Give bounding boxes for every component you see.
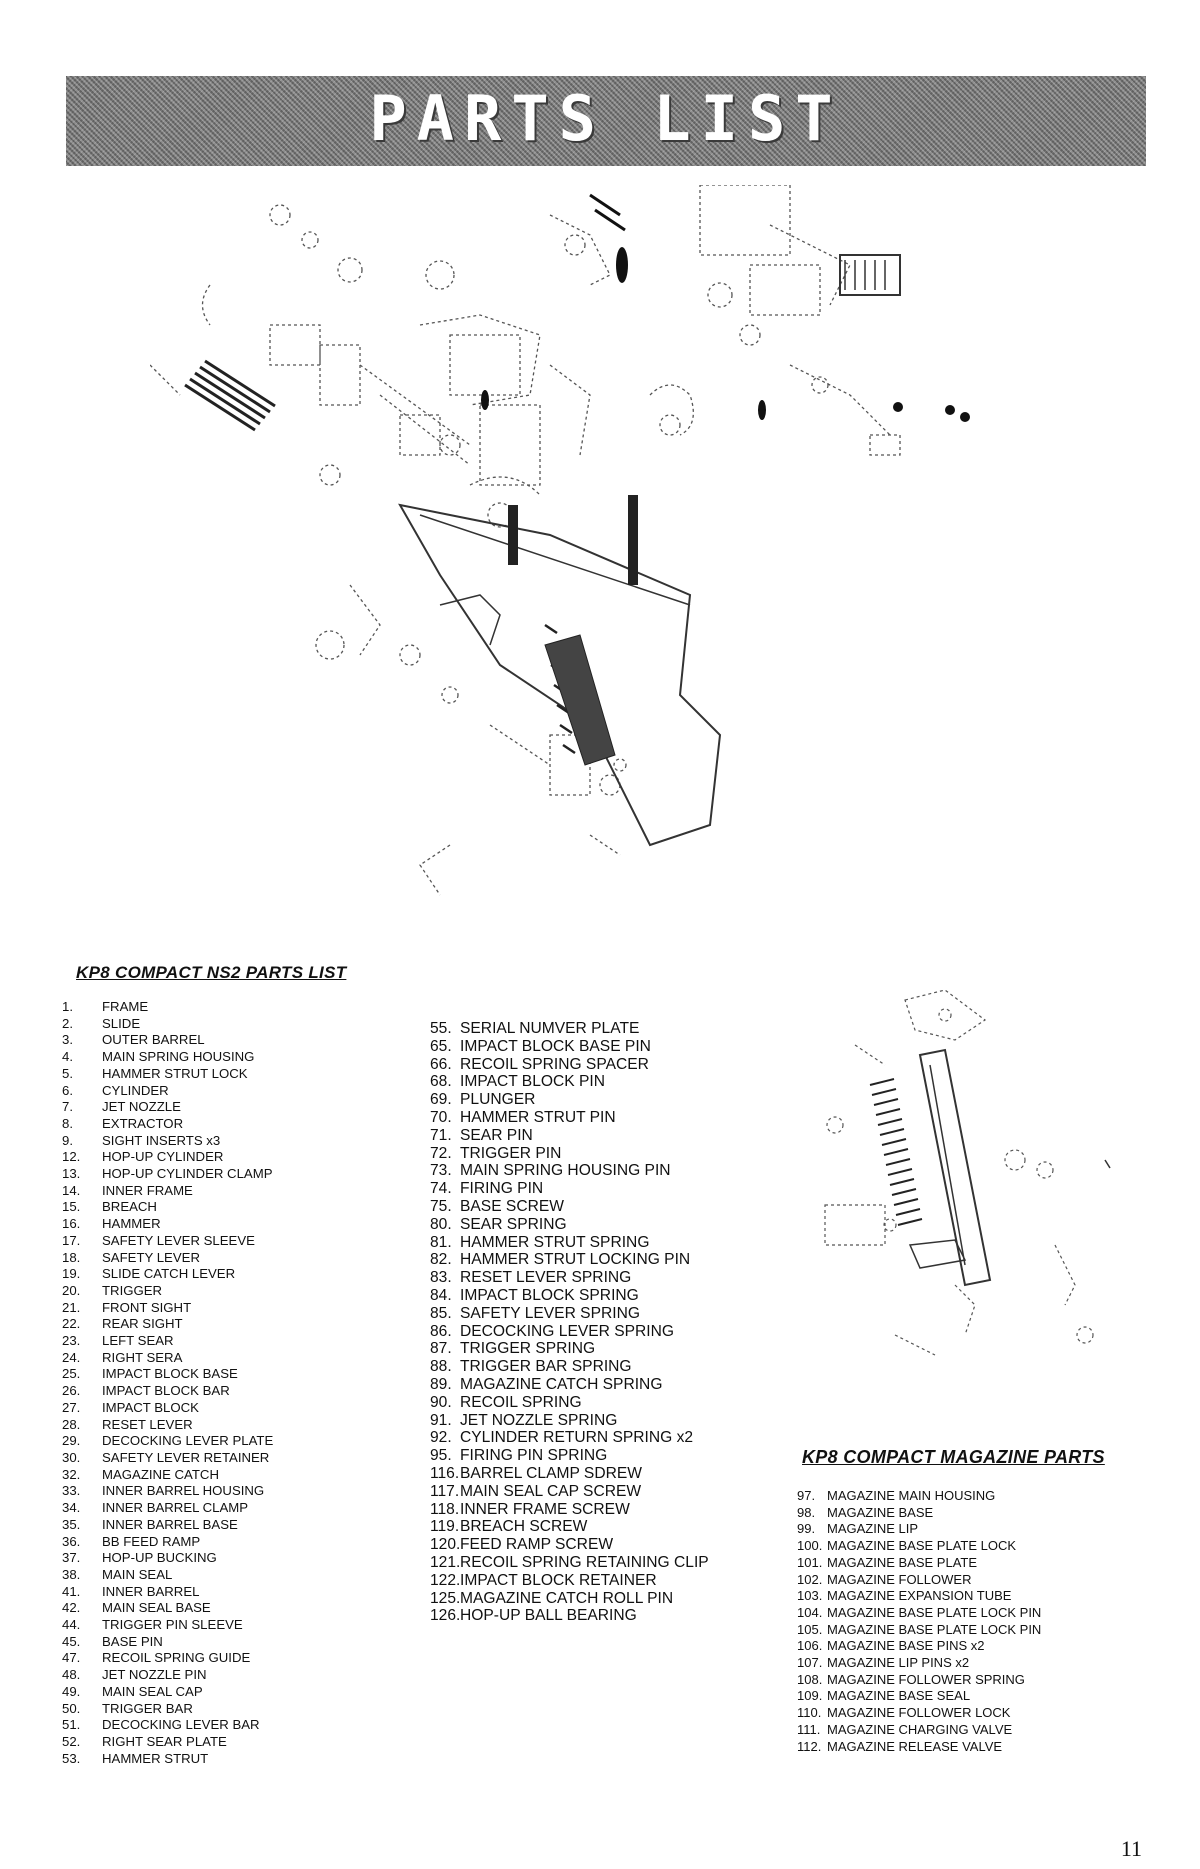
list-item: 26. IMPACT BLOCK BAR (62, 1383, 230, 1399)
list-item: 82. HAMMER STRUT LOCKING PIN (430, 1251, 691, 1269)
list-item: 48. JET NOZZLE PIN (62, 1667, 207, 1683)
list-item: 116. BARREL CLAMP SDREW (430, 1464, 642, 1482)
list-item: 72. TRIGGER PIN (430, 1144, 562, 1162)
list-item: 42. MAIN SEAL BASE (62, 1600, 211, 1616)
list-item: 13. HOP-UP CYLINDER CLAMP (62, 1166, 273, 1182)
list-item: 1. FRAME (62, 999, 149, 1014)
list-item: 81. HAMMER STRUT SPRING (430, 1233, 650, 1251)
list-item: 88. TRIGGER BAR SPRING (430, 1358, 632, 1376)
list-item: 8. EXTRACTOR (62, 1115, 184, 1131)
page-title: PARTS LIST (369, 82, 843, 155)
list-item: 109. MAGAZINE BASE SEAL (797, 1688, 971, 1704)
list-item: 118. INNER FRAME SCREW (430, 1500, 630, 1518)
list-item: 70. HAMMER STRUT PIN (430, 1108, 616, 1126)
list-item: 32. MAGAZINE CATCH (62, 1466, 219, 1482)
list-item: 101. MAGAZINE BASE PLATE (797, 1554, 978, 1570)
list-item: 102. MAGAZINE FOLLOWER (797, 1571, 972, 1587)
list-item: 49. MAIN SEAL CAP (62, 1683, 203, 1699)
list-item: 34. INNER BARREL CLAMP (62, 1500, 249, 1516)
pistol-diagram-illustration (150, 185, 1110, 945)
list-item: 122. IMPACT BLOCK RETAINER (430, 1571, 657, 1589)
list-item: 71. SEAR PIN (430, 1126, 533, 1144)
list-item: 125. MAGAZINE CATCH ROLL PIN (430, 1589, 674, 1607)
list-item: 105. MAGAZINE BASE PLATE LOCK PIN (797, 1621, 1042, 1637)
list-item: 44. TRIGGER PIN SLEEVE (62, 1617, 243, 1633)
list-item: 20. TRIGGER (62, 1282, 163, 1298)
list-item: 27. IMPACT BLOCK (62, 1399, 199, 1415)
list-item: 112. MAGAZINE RELEASE VALVE (797, 1738, 1003, 1754)
page-number: 11 (1120, 1836, 1142, 1861)
list-item: 12. HOP-UP CYLINDER (62, 1149, 224, 1165)
list-item: 21. FRONT SIGHT (62, 1299, 192, 1315)
list-item: 80. SEAR SPRING (430, 1215, 567, 1233)
list-item: 35. INNER BARREL BASE (62, 1516, 238, 1532)
list-item: 73. MAIN SPRING HOUSING PIN (430, 1162, 671, 1180)
list-item: 28. RESET LEVER (62, 1416, 193, 1432)
list-item: 24. RIGHT SERA (62, 1349, 183, 1365)
list-item: 95. FIRING PIN SPRING (430, 1447, 608, 1465)
list-item: 84. IMPACT BLOCK SPRING (430, 1286, 639, 1304)
list-item: 126. HOP-UP BALL BEARING (430, 1607, 637, 1625)
list-item: 47. RECOIL SPRING GUIDE (62, 1650, 251, 1666)
list-item: 98. MAGAZINE BASE (797, 1504, 934, 1520)
list-item: 45. BASE PIN (62, 1633, 163, 1649)
list-item: 89. MAGAZINE CATCH SPRING (430, 1375, 663, 1393)
list-item: 51. DECOCKING LEVER BAR (62, 1717, 260, 1733)
header-banner (66, 76, 1146, 166)
list-item: 121. RECOIL SPRING RETAINING CLIP (430, 1553, 709, 1571)
list-item: 53. HAMMER STRUT (62, 1750, 209, 1766)
list-item: 107. MAGAZINE LIP PINS x2 (797, 1655, 970, 1671)
list-item: 83. RESET LEVER SPRING (430, 1269, 632, 1287)
list-item: 104. MAGAZINE BASE PLATE LOCK PIN (797, 1604, 1042, 1620)
list-item: 108. MAGAZINE FOLLOWER SPRING (797, 1671, 1025, 1687)
list-item: 30. SAFETY LEVER RETAINER (62, 1449, 270, 1465)
list-item: 68. IMPACT BLOCK PIN (430, 1073, 605, 1091)
magazine-parts-list (797, 1488, 1041, 1755)
list-item: 22. REAR SIGHT (62, 1316, 183, 1332)
list-item: 97. MAGAZINE MAIN HOUSING (797, 1488, 996, 1503)
list-item: 29. DECOCKING LEVER PLATE (62, 1433, 274, 1449)
list-item: 41. INNER BARREL (62, 1583, 200, 1599)
list-item: 15. BREACH (62, 1199, 157, 1215)
list-item: 55. SERIAL NUMVER PLATE (430, 1020, 640, 1037)
list-item: 5. HAMMER STRUT LOCK (62, 1065, 248, 1081)
list-item: 18. SAFETY LEVER (62, 1249, 200, 1265)
list-item: 87. TRIGGER SPRING (430, 1340, 596, 1358)
list-item: 19. SLIDE CATCH LEVER (62, 1266, 236, 1282)
list-item: 50. TRIGGER BAR (62, 1700, 193, 1716)
exploded-pistol-diagram (150, 185, 1110, 945)
list-item: 33. INNER BARREL HOUSING (62, 1483, 265, 1499)
main-parts-list-column-2 (430, 1020, 709, 1625)
list-item: 86. DECOCKING LEVER SPRING (430, 1322, 675, 1340)
list-item: 69. PLUNGER (430, 1091, 536, 1109)
list-item: 14. INNER FRAME (62, 1182, 193, 1198)
list-item: 111. MAGAZINE CHARGING VALVE (797, 1721, 1013, 1737)
list-item: 85. SAFETY LEVER SPRING (430, 1304, 640, 1322)
list-item: 110. MAGAZINE FOLLOWER LOCK (797, 1705, 1011, 1721)
list-item: 36. BB FEED RAMP (62, 1533, 201, 1549)
list-item: 90. RECOIL SPRING (430, 1393, 582, 1411)
list-item: 91. JET NOZZLE SPRING (430, 1411, 618, 1429)
magazine-diagram-illustration (795, 985, 1120, 1405)
list-item: 6. CYLINDER (62, 1082, 169, 1098)
list-item: 38. MAIN SEAL (62, 1566, 173, 1582)
list-item: 37. HOP-UP BUCKING (62, 1550, 217, 1566)
list-item: 65. IMPACT BLOCK BASE PIN (430, 1037, 651, 1055)
main-parts-list-column-1 (62, 999, 273, 1767)
list-item: 106. MAGAZINE BASE PINS x2 (797, 1638, 985, 1654)
list-item: 66. RECOIL SPRING SPACER (430, 1055, 649, 1073)
list-item: 4. MAIN SPRING HOUSING (62, 1049, 255, 1065)
list-item: 120. FEED RAMP SCREW (430, 1536, 614, 1554)
magazine-exploded-diagram (795, 985, 1120, 1405)
list-item: 16. HAMMER (62, 1216, 161, 1232)
list-item: 7. JET NOZZLE (62, 1099, 181, 1115)
list-item: 25. IMPACT BLOCK BASE (62, 1366, 238, 1382)
list-item: 92. CYLINDER RETURN SPRING x2 (430, 1429, 694, 1447)
list-item: 75. BASE SCREW (430, 1197, 564, 1215)
list-item: 17. SAFETY LEVER SLEEVE (62, 1232, 255, 1248)
list-item: 99. MAGAZINE LIP (797, 1521, 919, 1537)
list-item: 74. FIRING PIN (430, 1180, 544, 1198)
list-item: 9. SIGHT INSERTS x3 (62, 1132, 221, 1148)
list-item: 103. MAGAZINE EXPANSION TUBE (797, 1588, 1012, 1604)
main-parts-list-title: KP8 COMPACT NS2 PARTS LIST (76, 963, 347, 982)
list-item: 100. MAGAZINE BASE PLATE LOCK (797, 1538, 1017, 1554)
list-item: 52. RIGHT SEAR PLATE (62, 1733, 227, 1749)
list-item: 119. BREACH SCREW (430, 1518, 588, 1536)
list-item: 2. SLIDE (62, 1015, 141, 1031)
magazine-parts-list-title: KP8 COMPACT MAGAZINE PARTS (802, 1447, 1105, 1467)
list-item: 23. LEFT SEAR (62, 1333, 174, 1349)
list-item: 117. MAIN SEAL CAP SCREW (430, 1482, 642, 1500)
list-item: 3. OUTER BARREL (62, 1032, 205, 1048)
